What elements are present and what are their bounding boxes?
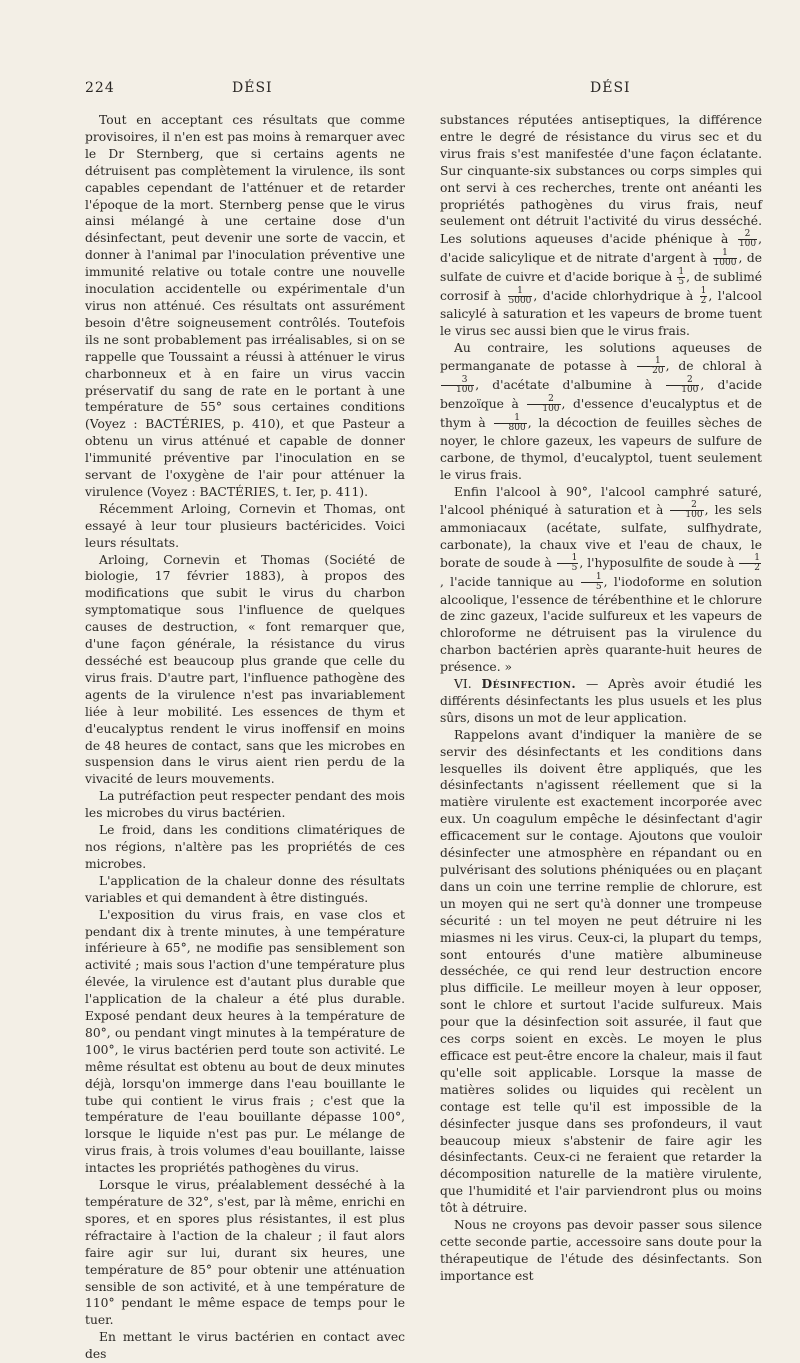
paragraph: Le froid, dans les conditions climatériques de nos régions, n'altère pas les propriétés de ces microbes. [85, 823, 405, 871]
paragraph: L'exposition du virus frais, en vase clos et pendant dix à trente minutes, à une température inférieure à 65°, ne modifie pas sensiblement son activité ; mais sous l'action d'une température plus élevée, la virulence est d'autant plus durable que l'application de la chaleur a été plus durable. Exposé pendant deux heures à la température de 80°, ou pendant vingt minutes à la température de 100°, le virus bactérien perd toute son activité. Le même résultat est obtenu au bout de deux minutes déjà, lorsqu'on immerge dans l'eau bouillante le tube qui contient le virus frais ; c'est que la température de l'eau bouillante dépasse 100°, lorsque le liquide n'est pas pur. Le mélange de virus frais, à trois volumes d'eau bouillante, laisse intactes les propriétés pathogènes du virus. [85, 907, 405, 1176]
text-run: , d'acide chlorhydrique à [533, 289, 694, 304]
fraction [637, 357, 664, 376]
numerator: 1 [557, 554, 579, 564]
text-run: , les sels ammoniacaux (acétate, sulfate, sulfhydrate, carbonate), la chaux vive et l'eau de chaux, le borate de soude à [440, 502, 762, 570]
fraction [677, 268, 685, 287]
text-run: , de sulfate de cuivre et d'acide borique à [440, 251, 762, 285]
text-run: Au contraire, les solutions aqueuses de permanganate de potasse à [440, 341, 762, 374]
fraction [666, 376, 699, 395]
text-run: Enfin l'alcool à 90°, l'alcool camphré saturé, l'alcool phéniqué à saturation et à [440, 484, 762, 517]
denominator: 5000 [508, 296, 532, 307]
numerator: 2 [670, 501, 703, 511]
numerator: 1 [581, 573, 603, 583]
fraction [670, 501, 703, 520]
paragraph: Tout en acceptant ces résultats que comme provisoires, il n'en est pas moins à remarquer avec le Dr Sternberg, que si certains agents ne détruisent pas complètement la virulence, ils sont capables cependant de l'atténuer et de retarder l'époque de la mort. Sternberg pense que le virus ainsi mélangé à une certaine dose d'un désinfectant, peut devenir une sorte de vaccin, et donner à l'animal par l'inoculation préventive une immunité relative ou totale contre une nouvelle inoculation accidentelle ou expérimentale d'un virus non atténué. Ces résultats ont assurément besoin d'être soigneusement contrôlés. Toutefois ils ne sont probablement pas irréalisables, si on se rappelle que Toussaint a réussi à atténuer le virus charbonneux et à en faire un virus vaccin préservatif du sang de rate en le portant à une température de 55° sous certaines conditions (Voyez : BACTÉRIES, p. 410), et que Pasteur a obtenu un virus atténué et capable de donner l'immunité préventive par l'inoculation en se servant de l'oxygène de l'air pour atténuer la virulence (Voyez : BACTÉRIES, t. Ier, p. 411). [85, 113, 405, 499]
fraction [713, 249, 738, 268]
numerator: 3 [441, 376, 474, 386]
denominator: 800 [508, 423, 526, 434]
denominator: 2 [700, 296, 707, 307]
denominator: 100 [738, 239, 757, 250]
numerator: 1 [713, 249, 738, 259]
right-column [440, 112, 762, 1285]
fraction [527, 395, 560, 414]
denominator: 100 [685, 509, 703, 520]
paragraph [440, 340, 762, 484]
running-head-right: DÉSI [590, 80, 631, 96]
numerator: 1 [508, 287, 533, 297]
denominator: 20 [652, 366, 664, 377]
running-head-left: DÉSI [232, 80, 273, 96]
numerator: 2 [527, 395, 560, 405]
fraction [508, 287, 533, 306]
denominator: 100 [456, 385, 474, 396]
text-run: , d'essence d'eucalyptus et de thym à [440, 397, 762, 431]
text-run: , la décoction de feuilles sèches de noyer, le chlore gazeux, les vapeurs de sulfure de carbone, de thymol, d'eucalyptol, tuent seulement le virus frais. [440, 416, 762, 482]
denominator: 2 [754, 562, 760, 573]
text-run: , d'acide salicylique et de nitrate d'argent à [440, 232, 762, 266]
text-run: , l'hyposulfite de soude à [579, 555, 735, 570]
left-column [85, 112, 405, 1363]
paragraph [440, 484, 762, 676]
numerator: 1 [494, 414, 527, 424]
paragraph: Récemment Arloing, Cornevin et Thomas, ont essayé à leur tour plusieurs bactéricides. Voici leurs résultats. [85, 501, 405, 550]
section-number: VI. [454, 677, 472, 692]
denominator: 5 [678, 277, 685, 288]
denominator: 100 [542, 404, 560, 415]
fraction [441, 376, 474, 395]
paragraph: Arloing, Cornevin et Thomas (Société de biologie, 17 février 1883), à propos des modifications que subit le virus du charbon symptomatique sous l'influence de quelques causes de destruction, « font remarquer que, d'une façon générale, la résistance du virus desséché est beaucoup plus grande que celle du virus frais. D'autre part, l'influence pathogène des agents de la virulence n'est pas invariablement liée à leur mobilité. Les essences de thym et d'eucalyptus rendent le virus inoffensif en moins de 48 heures de contact, sans que les microbes en suspension dans le virus aient rien perdu de la vivacité de leurs mouvements. [85, 552, 405, 787]
paragraph: La putréfaction peut respecter pendant des mois les microbes du virus bactérien. [85, 789, 405, 821]
paragraph: L'application de la chaleur donne des résultats variables et qui demandent à être distingués. [85, 873, 405, 905]
text-run: , l'acide tannique au [440, 574, 574, 589]
section-heading-paragraph [440, 676, 762, 727]
section-intro: — Après avoir étudié les différents désinfectants les plus usuels et les plus sûrs, disons un mot de leur application. [440, 677, 762, 725]
fraction [700, 287, 708, 306]
fraction [738, 230, 757, 249]
denominator: 1000 [713, 258, 737, 269]
fraction [557, 554, 579, 573]
paragraph: En mettant le virus bactérien en contact avec des [85, 1330, 405, 1362]
paragraph [440, 112, 762, 340]
fraction [739, 554, 761, 573]
text-run: , l'iodoforme en solution alcoolique, l'essence de térébenthine et le chlorure de zinc gazeux, l'acide sulfureux et les vapeurs de chloroforme ne détruisent pas la virulence du charbon bactérien après quarante-huit heures de présence. » [440, 574, 762, 675]
text-run: substances réputées antiseptiques, la différence entre le degré de résistance du virus sec et du virus frais s'est manifestée d'une façon éclatante. Sur cinquante-six substances ou corps simples qui ont servi à ces recherches, trente ont anéanti les propriétés pathogènes du virus frais, neuf seulement ont détruit l'activité du virus desséché. Les solutions aqueuses d'acide phénique à [440, 113, 762, 247]
numerator: 1 [637, 357, 664, 367]
denominator: 5 [571, 562, 578, 573]
section-title: Désinfection. [481, 676, 577, 692]
denominator: 5 [595, 581, 602, 592]
paragraph: Nous ne croyons pas devoir passer sous silence cette seconde partie, accessoire sans doute pour la thérapeutique de l'étude des désinfectants. Son importance est [440, 1218, 762, 1283]
numerator: 2 [666, 376, 699, 386]
text-run: , de chloral à [665, 359, 762, 374]
paragraph: Lorsque le virus, préalablement desséché à la température de 32°, s'est, par là même, enrichi en spores, et en spores plus résistantes, il est plus réfractaire à l'action de la chaleur ; il faut alors faire agir sur lui, durant six heures, une température de 85° pour obtenir une atténuation sensible de son activité, et à une température de 110° pendant le même espace de temps pour le tuer. [85, 1178, 405, 1328]
paragraph: Rappelons avant d'indiquer la manière de se servir des désinfectants et les conditions dans lesquelles ils doivent être appliqués, que les désinfectants n'agissent réellement que si la matière virulente est exactement incorporée avec eux. Un coagulum empêche le désinfectant d'agir efficacement sur le contage. Ajoutons que vouloir désinfecter une atmosphère en répandant ou en pulvérisant des solutions phéniquées ou en plaçant dans un coin une terrine remplie de chlorure, est un moyen qui ne sert qu'à donner une trompeuse sécurité : un tel moyen ne peut détruire ni les miasmes ni les virus. Ceux-ci, la plupart du temps, sont entourés d'une matière albumineuse desséchée, ce qui rend leur destruction encore plus difficile. Le meilleur moyen à leur opposer, sont le chlore et surtout l'acide sulfureux. Mais pour que la désinfection soit assurée, il faut que ces corps soient en excès. Le moyen le plus efficace est peut-être encore la chaleur, mais il faut qu'elle soit applicable. Lorsque la masse de matières solides ou liquides qui recèlent un contage est telle qu'il est impossible de la désinfecter jusque dans ses profondeurs, il vaut beaucoup mieux s'abstenir de faire agir les désinfectants. Ceux-ci ne feraient que retarder la décomposition naturelle de la matière virulente, que l'humidité et l'air parviendront plus ou moins tôt à détruire. [440, 727, 762, 1216]
page-number: 224 [85, 80, 115, 96]
page-header [0, 80, 800, 102]
denominator: 100 [681, 385, 699, 396]
numerator: 2 [738, 230, 757, 240]
numerator: 1 [739, 554, 761, 564]
fraction [581, 573, 603, 592]
numerator: 1 [700, 286, 707, 297]
fraction [494, 414, 527, 433]
text-run: , l'alcool salicylé à saturation et les vapeurs de brome tuent le virus sec aussi bien que le virus frais. [440, 289, 762, 339]
text-run: , d'acide benzoïque à [440, 378, 762, 412]
numerator: 1 [678, 267, 685, 278]
text-run: , d'acétate d'albumine à [475, 378, 653, 393]
text-run: , de sublimé corrosif à [440, 270, 763, 304]
